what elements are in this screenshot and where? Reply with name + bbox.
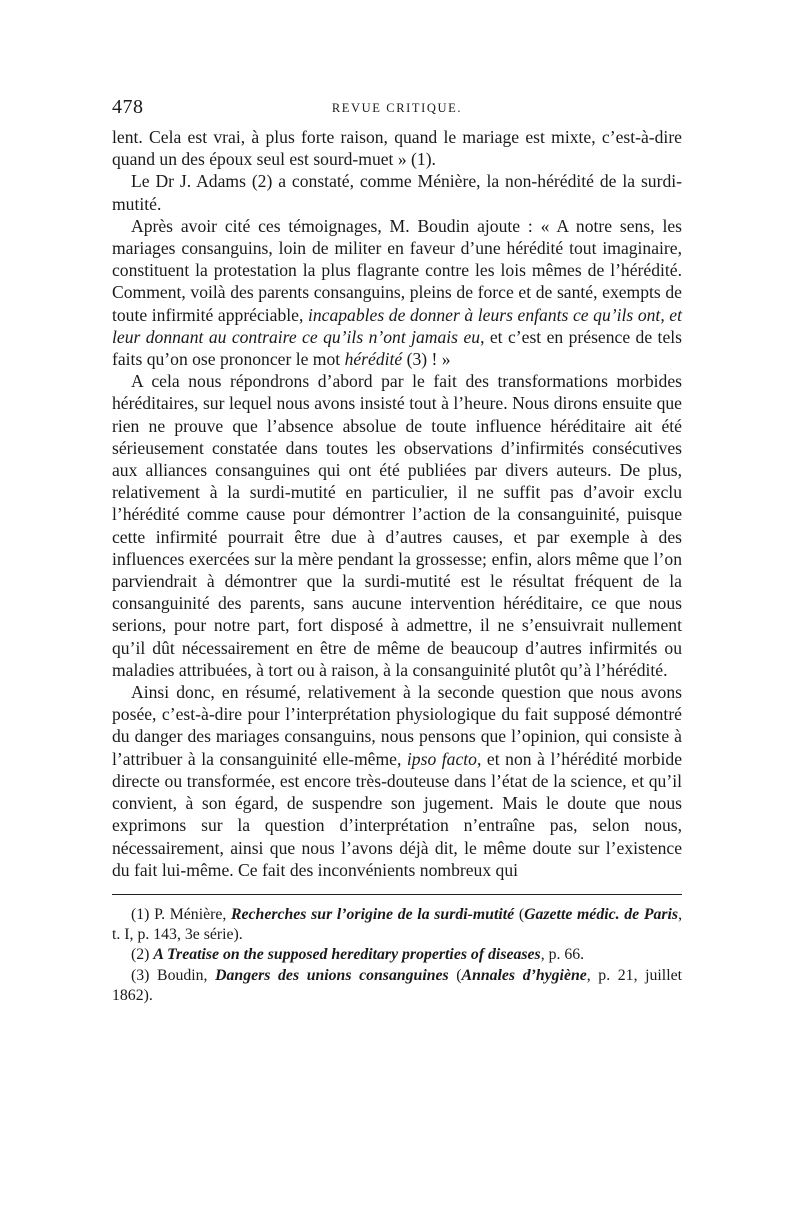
paragraph-5 [112,681,682,881]
footnote-2-text-b: , p. 66. [540,946,585,964]
paragraph-2 [112,170,682,214]
paragraph-1-text: lent. Cela est vrai, à plus forte raison, quand le mariage est mixte, c’est-à-dire quand un des époux seul est sourd-muet » (1). [112,127,682,170]
paragraph-5-text-a: Ainsi donc, en résumé, relativement à la seconde question que nous avons posée, c’est-à-dire pour l’interprétation physiologique du fait supposé démontré du danger des mariages consanguins, nous pensons que l’opinion, qui consiste à l’attribuer à la consanguinité elle-même, [112,682,682,769]
paragraph-5-italic: ipso facto [406,748,477,769]
paragraph-2-text: Le Dr J. Adams (2) a constaté, comme Ménière, la non-hérédité de la surdi-mutité. [112,171,682,214]
footnote-3-text-c: , p. 21, juillet 1862). [112,966,682,1004]
footnote-1 [112,905,682,945]
footnote-3-title: Dangers des unions consanguines [215,966,449,984]
footnote-1-text-b: ( [514,905,525,923]
paragraph-4 [112,370,682,681]
footnote-3-text-b: ( [448,966,462,984]
paragraph-1 [112,126,682,170]
paragraph-3-italic-quote: incapables de donner à leurs enfants ce qu’ils ont, et leur donnant au contraire ce qu’ils n’ont jamais eu [112,304,682,347]
paragraph-3-italic-word: hérédité [344,349,403,370]
footnote-divider [112,894,682,895]
footnote-1-text-c: , t. I, p. 143, 3e série). [112,905,683,944]
footnote-1-text-a: (1) P. Ménière, [131,905,231,923]
footnote-3-text-a: (3) Boudin, [131,966,216,984]
book-page [112,96,682,1006]
footnote-2-title: A Treatise on the supposed hereditary properties of diseases [153,946,541,964]
paragraph-3-text-b: , et c’est en présence de tels faits qu’on ose prononcer le mot [112,326,682,370]
footnote-1-title: Recherches sur l’origine de la surdi-mutité [231,905,515,923]
footnote-2 [112,945,682,965]
paragraph-3 [112,215,682,370]
footnote-1-journal: Gazette médic. de Paris [524,905,679,923]
footnotes [112,905,682,1006]
running-head [112,96,682,122]
paragraph-3-text-a: Après avoir cité ces témoignages, M. Boudin ajoute : « A notre sens, les mariages consanguins, loin de militer en faveur d’une hérédité tout imaginaire, constituent la protestation la plus flagrante contre les lois mêmes de l’hérédité. Comment, voilà des parents consanguins, pleins de force et de santé, exempts de toute infirmité appréciable, [112,215,682,325]
paragraph-3-text-c: (3) ! » [402,349,451,370]
footnote-3 [112,966,682,1006]
paragraph-4-text: A cela nous répondrons d’abord par le fait des transformations morbides héréditaires, sur lequel nous avons insisté tout à l’heure. Nous dirons ensuite que rien ne prouve que l’absence absolue de toute influence héréditaire ait été sérieusement constatée dans toutes les observations d’infirmités consécutives aux alliances consanguines qui ont été publiées par divers auteurs. De plus, relativement à la surdi-mutité en particulier, il ne suffit pas d’avoir exclu l’hérédité comme cause pour démontrer l’action de la consanguinité, puisque cette infirmité pourrait être due à d’autres causes, et par exemple à des influences exercées sur la mère pendant la grossesse; enfin, alors même que l’on parviendrait à démontrer que la surdi-mutité est le résultat fréquent de la consanguinité des parents, sans aucune intervention héréditaire, ce que nous serions, pour notre part, fort disposé à admettre, il ne s’ensuivrait nullement qu’il dût nécessairement en être de même de beaucoup d’autres infirmités ou maladies attribuées, à tort ou à raison, à la consanguinité plutôt qu’à l’hérédité. [112,371,682,680]
footnote-2-text-a: (2) [131,946,154,964]
page-number: 478 [112,96,144,118]
footnote-3-journal: Annales d’hygiène [461,966,587,984]
running-title: REVUE CRITIQUE. [331,101,463,115]
body-text [112,126,682,881]
paragraph-5-text-b: , et non à l’hérédité morbide directe ou transformée, est encore très-douteuse dans l’état de la science, et qu’il convient, à son égard, de suspendre son jugement. Mais le doute que nous exprimons sur la question d’interprétation n’entraîne pas, selon nous, nécessairement, ainsi que nous l’avons déjà dit, le même doute sur l’existence du fait lui-même. Ce fait des inconvénients nombreux qui [112,748,683,880]
